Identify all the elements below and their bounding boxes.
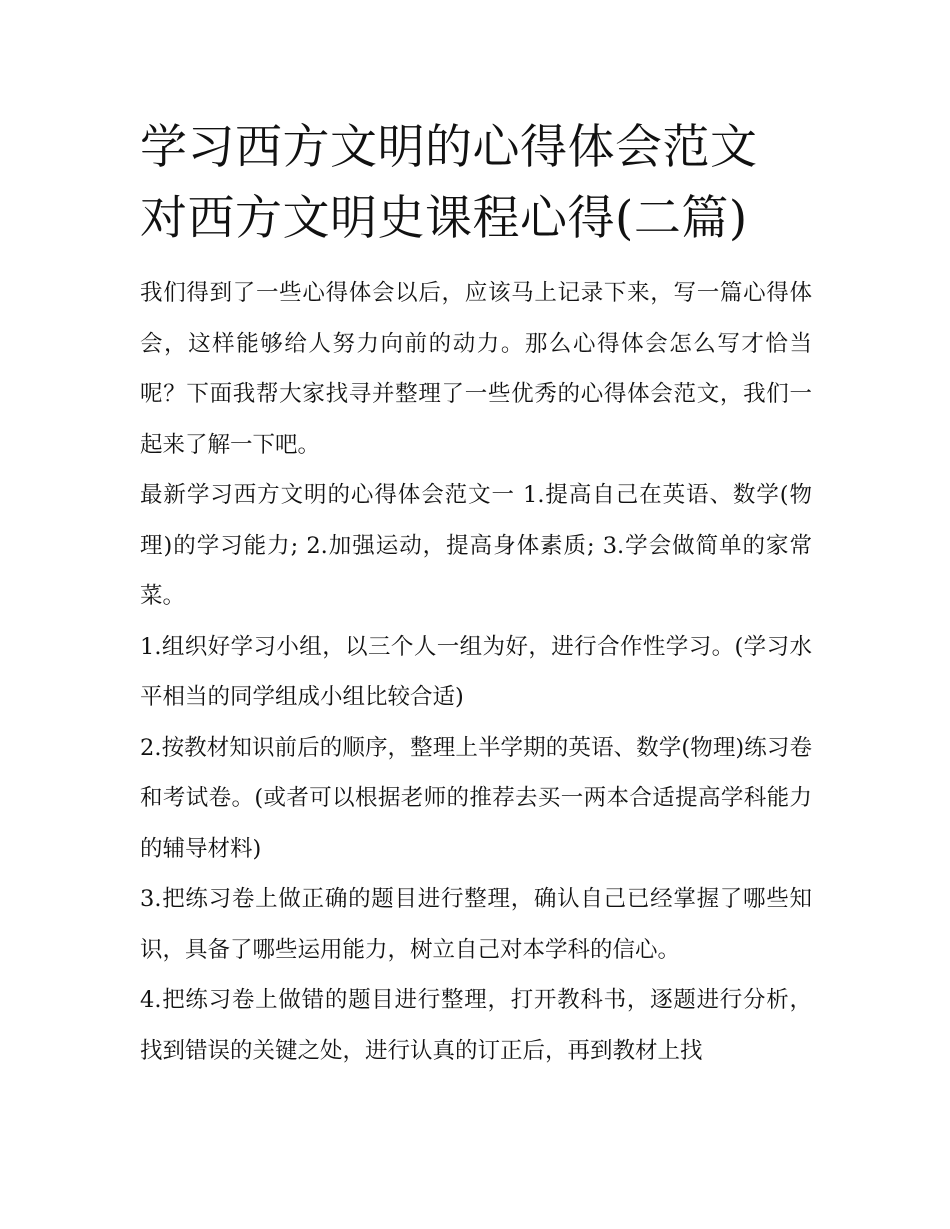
intro-paragraph: 我们得到了一些心得体会以后，应该马上记录下来，写一篇心得体会，这样能够给人努力向前的动力。那么心得体会怎么写才恰当呢？下面我帮大家找寻并整理了一些优秀的心得体会范文，我们一起来了解一下吧。 bbox=[140, 280, 812, 458]
title-line: 对西方文明史课程心得(二篇) bbox=[140, 191, 748, 246]
title-line: 学习西方文明的心得体会范文 bbox=[140, 120, 758, 175]
document-page bbox=[140, 112, 812, 1076]
body-paragraph: 3.把练习卷上做正确的题目进行整理，确认自己已经掌握了哪些知识，具备了哪些运用能力，树立自己对本学科的信心。 bbox=[140, 886, 812, 963]
body-paragraph: 1.组织好学习小组，以三个人一组为好，进行合作性学习。(学习水平相当的同学组成小组比较合适) bbox=[140, 633, 812, 710]
document-title bbox=[140, 112, 812, 254]
body-paragraph: 最新学习西方文明的心得体会范文一 1.提高自己在英语、数学(物理)的学习能力; 2.加强运动，提高身体素质; 3.学会做简单的家常菜。 bbox=[140, 482, 812, 609]
body-paragraph: 4.把练习卷上做错的题目进行整理，打开教科书，逐题进行分析，找到错误的关键之处，进行认真的订正后，再到教材上找 bbox=[140, 987, 812, 1064]
body-paragraph: 2.按教材知识前后的顺序，整理上半学期的英语、数学(物理)练习卷和考试卷。(或者可以根据老师的推荐去买一两本合适提高学科能力的辅导材料) bbox=[140, 734, 812, 862]
